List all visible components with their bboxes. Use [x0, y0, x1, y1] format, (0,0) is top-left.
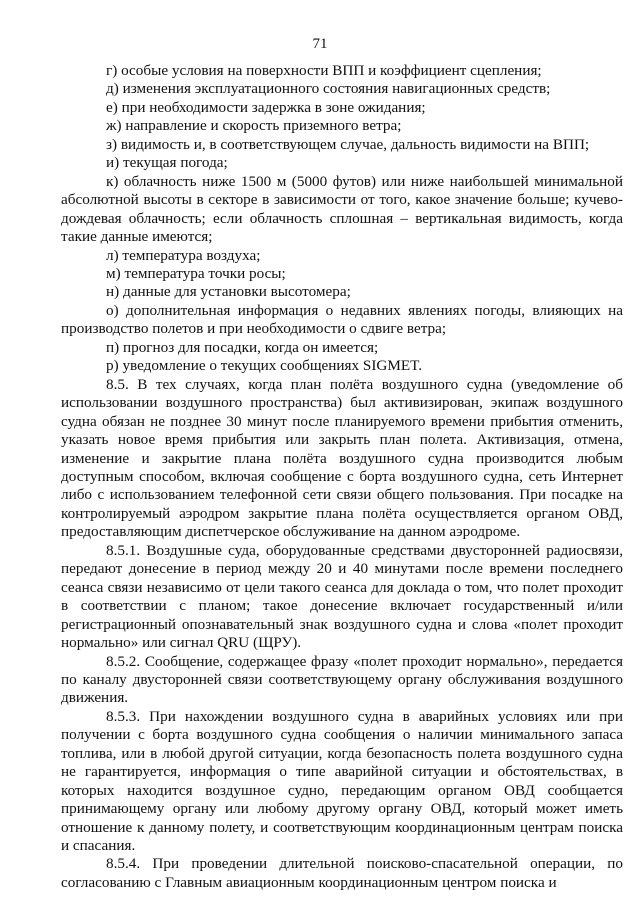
list-item-d: д) изменения эксплуатационного состояния навигационных средств;	[106, 80, 551, 98]
paragraph-8-5-3: 8.5.3. При нахождении воздушного судна в аварийных условиях или при получении с борта воздушного судна сообщения о наличии минимального запаса топлива, или в любой другой ситуации, когда безопасность полета воздушного судна не гарантируется, информация о типе аварийной ситуации и обстоятельствах, в которых находится воздушное судно, передающим органом ОВД сообщается принимающему органу или любому другому органу ОВД, который может иметь отношение к данному полету, и соответствующим координационным центрам поиска и спасания.	[61, 707, 623, 855]
list-item-r: р) уведомление о текущих сообщениях SIGMET.	[106, 357, 423, 375]
document-body	[61, 62, 623, 892]
paragraph-8-5: 8.5. В тех случаях, когда план полёта воздушного судна (уведомление об использовании воздушного пространства) был активизирован, экипаж воздушного судна обязан не позднее 30 минут после планируемого времени прибытия отменить, указать новое время прибытия или закрыть план полета. Активизация, отмена, изменение и закрытие плана полёта воздушного судна производится любым доступным способом, включая сообщение с борта воздушного судна, сеть Интернет либо с использованием телефонной сети связи общего пользования. При посадке на контролируемый аэродром закрытие плана полёта осуществляется органом ОВД, предоставляющим диспетчерское обслуживание на данном аэродроме.	[61, 375, 623, 541]
list-item-p: п) прогноз для посадки, когда он имеется;	[106, 338, 379, 356]
list-item-k: к) облачность ниже 1500 м (5000 футов) или ниже наибольшей минимальной абсолютной высоты в секторе в зависимости от того, какое значение больше; кучево-дождевая облачность; если облачность сплошная – вертикальная видимость, когда такие данные имеются;	[61, 172, 623, 246]
list-item-z: з) видимость и, в соответствующем случае, дальность видимости на ВПП;	[106, 135, 590, 153]
page-number: 71	[312, 36, 328, 52]
list-item-o: о) дополнительная информация о недавних явлениях погоды, влияющих на производство полетов и при необходимости о сдвиге ветра;	[61, 301, 623, 338]
paragraph-8-5-4: 8.5.4. При проведении длительной поисково-спасательной операции, по согласованию с Главным авиационным координационным центром поиска и	[61, 855, 623, 891]
list-item-l: л) температура воздуха;	[106, 246, 261, 264]
paragraph-8-5-2: 8.5.2. Сообщение, содержащее фразу «полет проходит нормально», передается по каналу двусторонней связи соответствующему органу обслуживания воздушного движения.	[61, 652, 623, 707]
list-item-e: е) при необходимости задержка в зоне ожидания;	[106, 98, 426, 116]
paragraph-8-5-1: 8.5.1. Воздушные суда, оборудованные средствами двусторонней радиосвязи, передают донесение в период между 20 и 40 минутами после времени последнего сеанса связи независимо от цели такого сеанса для доклада о том, что полет проходит в соответствии с планом; такое донесение включает государственный и/или регистрационный опознавательный знак воздушного судна и слова «полет проходит нормально» или сигнал QRU (ЩРУ).	[61, 541, 623, 652]
list-item-zh: ж) направление и скорость приземного ветра;	[106, 117, 402, 135]
list-item-m: м) температура точки росы;	[106, 264, 286, 282]
list-item-i: и) текущая погода;	[106, 154, 228, 172]
list-item-n: н) данные для установки высотомера;	[106, 283, 351, 301]
list-item-g: г) особые условия на поверхности ВПП и коэффициент сцепления;	[106, 62, 542, 79]
